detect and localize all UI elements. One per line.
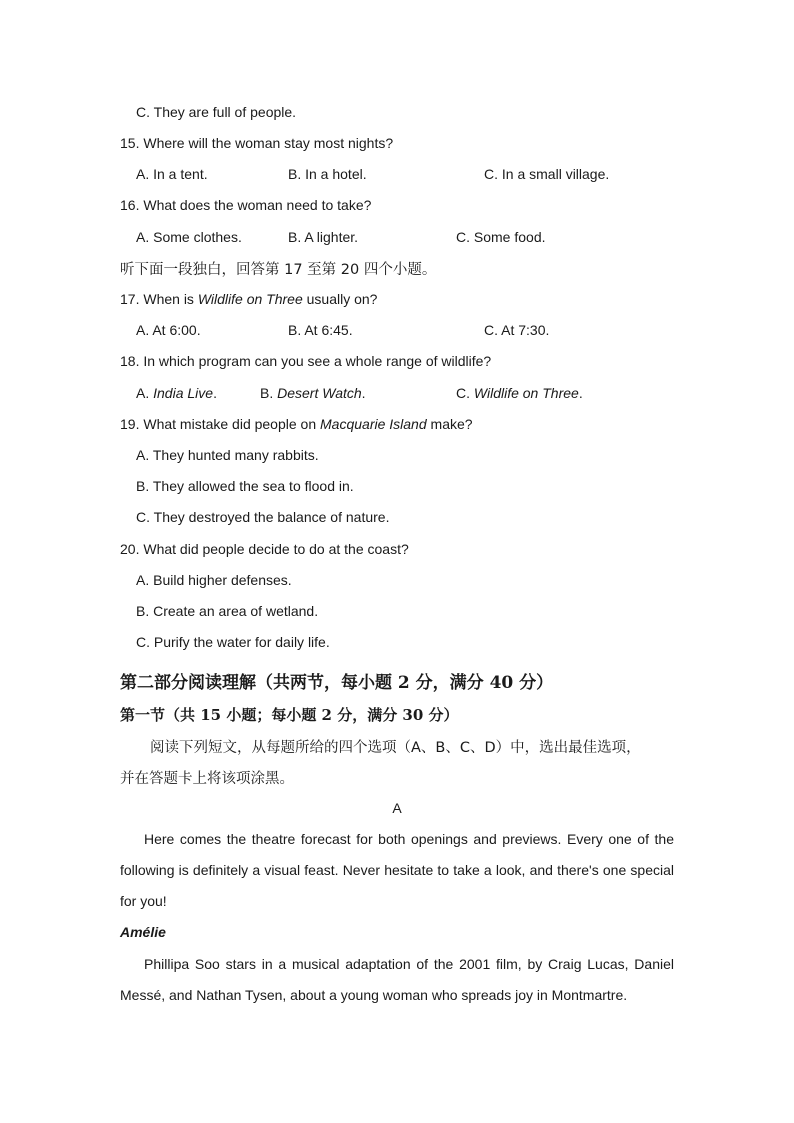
show-title: Amélie (120, 924, 166, 940)
reading-instruction-line1: 阅读下列短文，从每题所给的四个选项（A、B、C、D）中，选出最佳选项， (150, 740, 641, 756)
q18-option-b (260, 384, 366, 402)
passage-label: A (392, 800, 402, 816)
q17-option-b: B. At 6:45. (288, 322, 353, 338)
q19-stem (120, 415, 473, 433)
q19-option-a: A. They hunted many rabbits. (136, 447, 319, 463)
q16-option-c: C. Some food. (456, 229, 546, 245)
q16-options (0, 228, 794, 246)
q19-island-name: Macquarie Island (320, 416, 427, 432)
q19-option-c: C. They destroyed the balance of nature. (136, 509, 390, 525)
q15-option-b: B. In a hotel. (288, 166, 367, 182)
q15-options (0, 165, 794, 183)
q16-stem: 16. What does the woman need to take? (120, 197, 372, 213)
show-description: Phillipa Soo stars in a musical adaptation of the 2001 film, by Craig Lucas, Daniel Messé, and Nathan Tysen, about a young woman who spreads joy in Montmartre. (120, 956, 674, 1003)
q15-option-c: C. In a small village. (484, 166, 610, 182)
q20-option-b: B. Create an area of wetland. (136, 603, 319, 619)
q18-a-letter: A. (136, 385, 154, 401)
q20-option-c: C. Purify the water for daily life. (136, 634, 330, 650)
q17-program-name: Wildlife on Three (197, 291, 303, 307)
passage-intro: Here comes the theatre forecast for both openings and previews. Every one of the following is definitely a visual feast. Never hesitate to take a look, and there's one special for you! (120, 831, 674, 909)
q18-option-c (456, 384, 583, 402)
q15-stem: 15. Where will the woman stay most nights? (120, 135, 394, 151)
q18-stem: 18. In which program can you see a whole range of wildlife? (120, 353, 492, 369)
q17-options (0, 321, 794, 339)
q18-c-letter: C. (456, 385, 474, 401)
q18-b-period: . (361, 385, 366, 401)
q20-option-a: A. Build higher defenses. (136, 572, 292, 588)
q17-option-c: C. At 7:30. (484, 322, 550, 338)
q15-option-a: A. In a tent. (136, 166, 208, 182)
q19-option-b: B. They allowed the sea to flood in. (136, 478, 354, 494)
q16-option-b: B. A lighter. (288, 229, 359, 245)
q18-a-period: . (213, 385, 217, 401)
part2-heading: 第二部分阅读理解（共两节，每小题 2 分，满分 40 分） (120, 673, 554, 693)
reading-instruction-line2: 并在答题卡上将该项涂黑。 (120, 771, 294, 787)
q18-a-program: India Live (153, 385, 214, 401)
q17-stem (120, 290, 377, 308)
q19-stem-post: make? (426, 416, 473, 432)
q14-option-c: C. They are full of people. (136, 104, 297, 120)
q18-options (0, 384, 794, 402)
q18-b-program: Desert Watch (277, 385, 362, 401)
section1-heading: 第一节（共 15 小题；每小题 2 分，满分 30 分） (120, 706, 459, 724)
q16-option-a: A. Some clothes. (136, 229, 242, 245)
q18-c-period: . (578, 385, 583, 401)
q19-stem-pre: 19. What mistake did people on (120, 416, 321, 432)
q18-option-a (136, 384, 217, 402)
q18-c-program: Wildlife on Three (473, 385, 579, 401)
monologue-instruction: 听下面一段独白，回答第 17 至第 20 四个小题。 (120, 262, 437, 278)
q17-option-a: A. At 6:00. (136, 322, 201, 338)
q17-stem-post: usually on? (302, 291, 378, 307)
q18-b-letter: B. (260, 385, 278, 401)
q17-stem-pre: 17. When is (120, 291, 198, 307)
q20-stem: 20. What did people decide to do at the coast? (120, 541, 409, 557)
